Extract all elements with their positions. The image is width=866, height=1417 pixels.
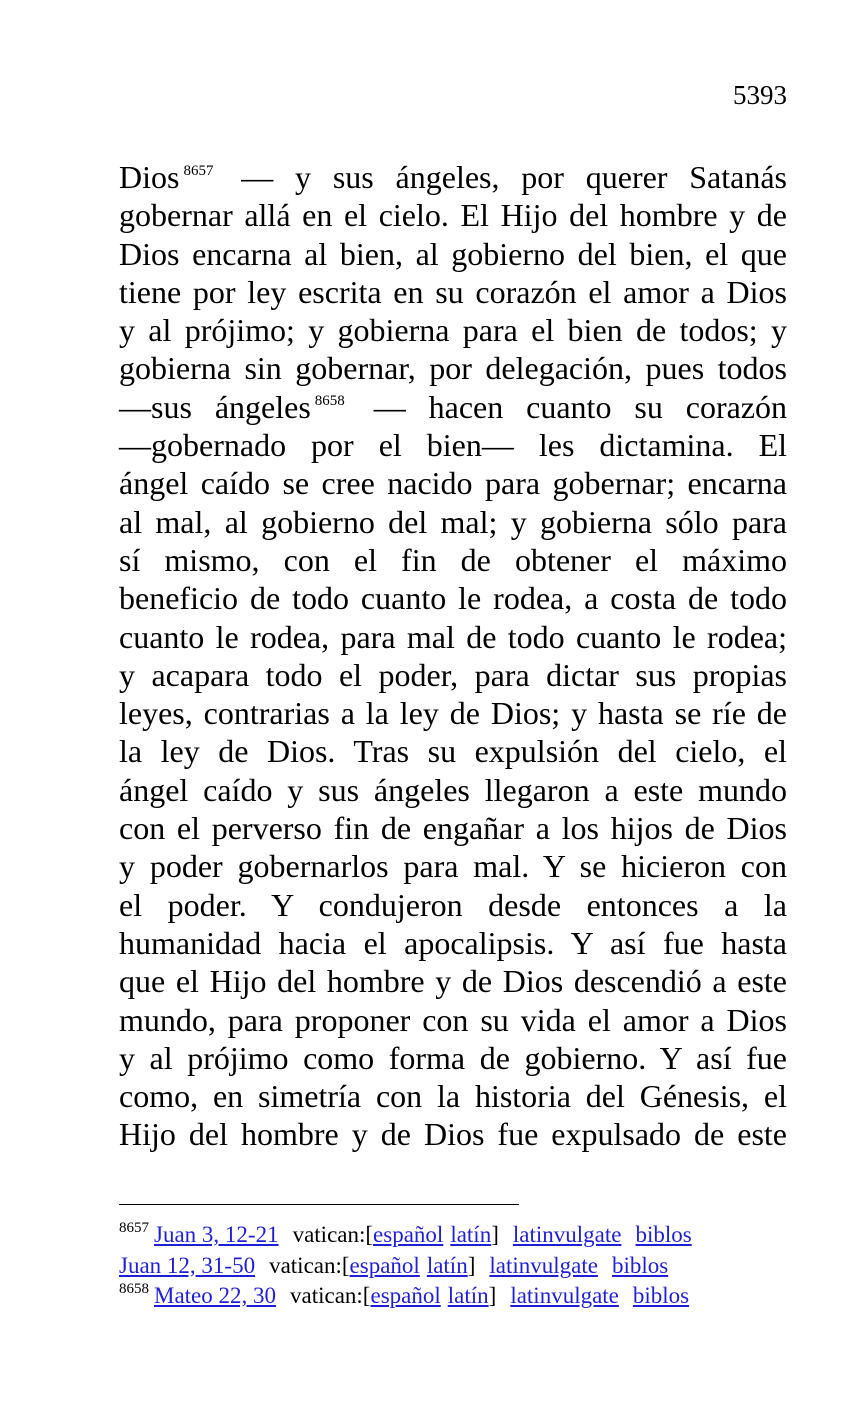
text-line: que el Hijo del hombre y de Dios descendió a este [119,963,787,1000]
text-fragment: — y sus ángeles, por querer Satanás [241,159,788,195]
text-line: ángel caído se cree nacido para gobernar; encarna [119,465,787,502]
espanol-link[interactable]: español [349,1252,420,1278]
text-line: leyes, contrarias a la ley de Dios; y hasta se ríe de [119,695,787,732]
latin-link[interactable]: latín [447,1283,489,1308]
text-line: ángel caído y sus ángeles llegaron a este mundo [119,771,787,808]
latinvulgate-link[interactable]: latinvulgate [512,1222,622,1247]
footnote-8657 [119,1220,799,1251]
text-line: Dios encarna al bien, al gobierno del bien, el que [119,235,787,272]
text-line: cuanto le rodea, para mal de todo cuanto le rodea; [119,618,787,655]
text-line: y al prójimo como forma de gobierno. Y así fue [119,1039,787,1076]
footnote-8657-cont [119,1251,799,1282]
footnote-8658 [119,1281,799,1312]
biblos-link[interactable]: biblos [611,1252,669,1278]
text-line: como, en simetría con la historia del Génesis, el [119,1078,787,1115]
espanol-link[interactable]: español [373,1222,444,1247]
text-line: con el perverso fin de engañar a los hijos de Dios [119,810,787,847]
text-line: mundo, para proponer con su vida el amor a Dios [119,1001,787,1038]
latin-link[interactable]: latín [426,1252,468,1278]
footnote-number: 8658 [119,1281,149,1297]
espanol-link[interactable]: español [370,1283,441,1308]
text-line: humanidad hacia el apocalipsis. Y así fue hasta [119,924,787,961]
latin-link[interactable]: latín [450,1222,492,1247]
text-line: Hijo del hombre y de Dios fue expulsado de este [119,1116,787,1153]
body-text [119,158,787,1154]
text-line [119,388,787,426]
text-line: sí mismo, con el fin de obtener el máximo [119,541,787,578]
footnotes [119,1220,799,1312]
vatican-label: vatican:[ [290,1283,371,1308]
text-line: gobierna sin gobernar, por delegación, pues todos [119,350,787,387]
text-line: tiene por ley escrita en su corazón el amor a Dios [119,273,787,310]
text-line: el poder. Y condujeron desde entonces a la [119,886,787,923]
footnote-ref-8658[interactable]: 8658 [314,392,345,409]
footnote-ref-link[interactable]: Juan 12, 31-50 [119,1252,256,1278]
vatican-label: vatican:[ [292,1222,374,1247]
text-fragment: —sus ángeles [119,388,311,425]
latinvulgate-link[interactable]: latinvulgate [510,1283,619,1308]
footnote-number: 8657 [119,1220,149,1236]
text-line: y acapara todo el poder, para dictar sus propias [119,656,787,693]
vatican-label: vatican:[ [269,1252,350,1278]
biblos-link[interactable]: biblos [635,1222,692,1247]
biblos-link[interactable]: biblos [632,1283,690,1308]
text-fragment: — hacen cuanto su corazón [373,388,788,425]
text-fragment: Dios [119,159,180,195]
footnote-ref-link[interactable]: Mateo 22, 30 [154,1283,277,1308]
latinvulgate-link[interactable]: latinvulgate [489,1252,598,1278]
text-line: gobernar allá en el cielo. El Hijo del hombre y de [119,197,787,234]
footnote-ref-8657[interactable]: 8657 [183,163,214,179]
footnote-divider [119,1204,519,1205]
bracket-close: ] [491,1222,499,1247]
text-line: y al prójimo; y gobierna para el bien de todos; y [119,312,787,349]
text-line: la ley de Dios. Tras su expulsión del cielo, el [119,733,787,770]
bracket-close: ] [467,1252,476,1278]
text-line: al mal, al gobierno del mal; y gobierna sólo para [119,503,787,540]
page-number: 5393 [733,80,787,110]
bracket-close: ] [488,1283,497,1308]
text-line: beneficio de todo cuanto le rodea, a costa de todo [119,580,787,617]
footnote-ref-link[interactable]: Juan 3, 12-21 [154,1222,279,1247]
text-line: —gobernado por el bien— les dictamina. El [119,427,787,464]
text-line [119,158,787,196]
text-line: y poder gobernarlos para mal. Y se hicieron con [119,848,787,885]
